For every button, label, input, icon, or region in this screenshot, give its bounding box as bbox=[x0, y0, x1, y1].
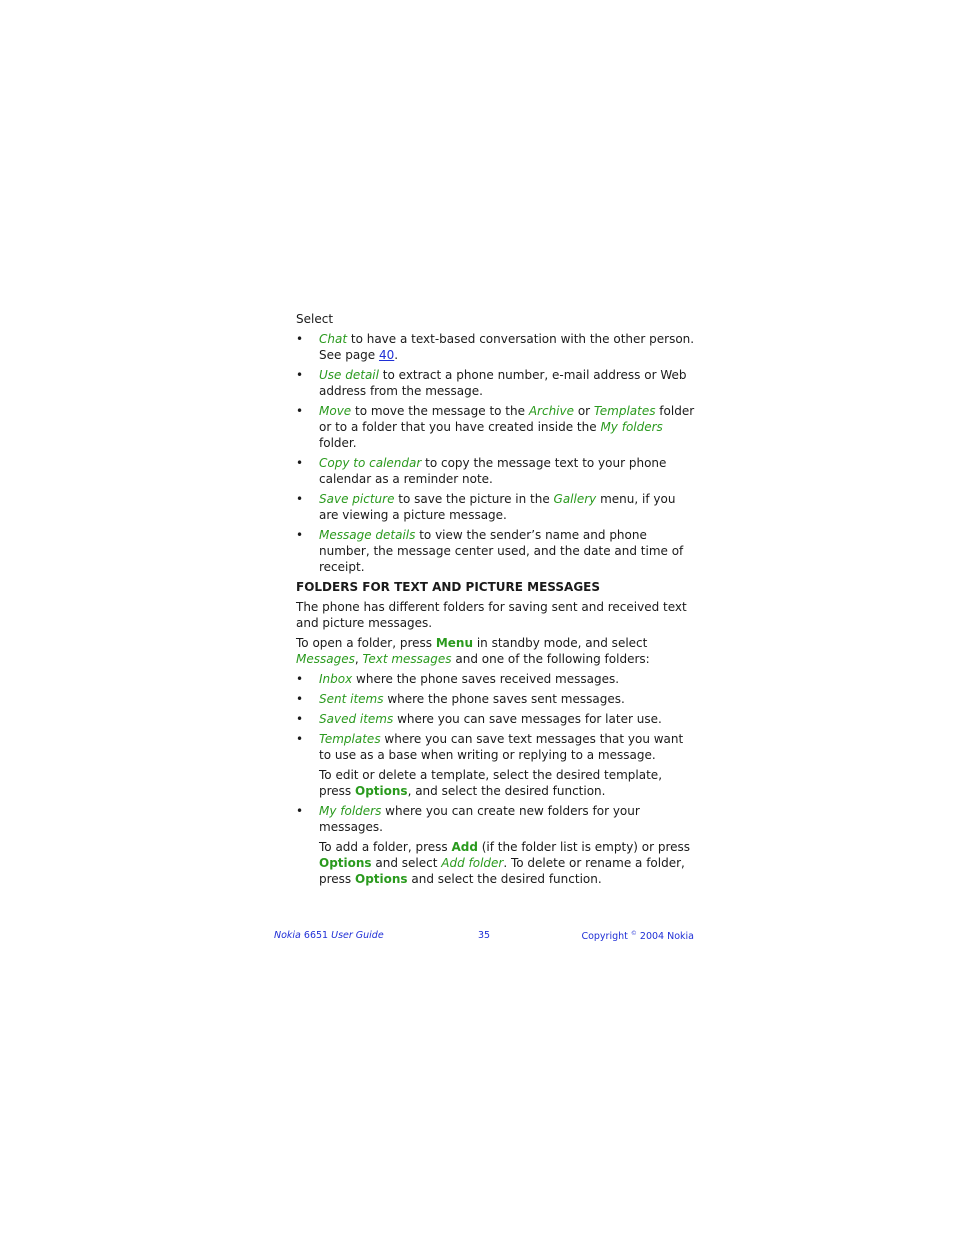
option-copy-text: to copy the message text to your phone calendar as a reminder note. bbox=[319, 456, 667, 486]
folder-inbox bbox=[296, 671, 696, 687]
option-save-picture-text-2: menu, if you are viewing a picture message. bbox=[319, 492, 676, 522]
open-folder-text-1: To open a folder, press bbox=[296, 636, 436, 650]
option-move-text-4: folder. bbox=[319, 436, 357, 450]
page-link-40[interactable]: 40 bbox=[378, 348, 395, 362]
term-add-folder: Add folder bbox=[441, 856, 504, 870]
footer-brand: Nokia bbox=[274, 930, 301, 941]
option-chat-text: to have a text-based conversation with the other person. See page bbox=[319, 332, 695, 362]
folders-description: The phone has different folders for saving sent and received text and picture messages. bbox=[296, 600, 687, 630]
option-save-picture bbox=[296, 491, 696, 523]
term-save-picture: Save picture bbox=[319, 492, 395, 506]
key-menu: Menu bbox=[435, 636, 473, 650]
footer-year-owner: 2004 Nokia bbox=[636, 931, 694, 943]
templates-note-text-1: To edit or delete a template, select the desired template, press bbox=[319, 768, 663, 798]
my-folders-note bbox=[296, 839, 696, 887]
folder-sent-items-text: where the phone saves sent messages. bbox=[383, 692, 625, 706]
footer-copyright bbox=[581, 930, 694, 942]
page-footer bbox=[274, 930, 694, 944]
folder-templates-text: where you can save text messages that you want to use as a base when writing or replying to a message. bbox=[319, 732, 684, 762]
folder-saved-items-text: where you can save messages for later use. bbox=[393, 712, 662, 726]
term-text-messages: Text messages bbox=[362, 652, 452, 666]
intro-text: Select bbox=[296, 312, 334, 326]
option-chat bbox=[296, 331, 696, 363]
folder-templates bbox=[296, 731, 696, 763]
key-add: Add bbox=[451, 840, 478, 854]
footer-guide-title bbox=[274, 930, 384, 941]
footer-copyright-label: Copyright bbox=[581, 931, 631, 943]
option-use-detail-text: to extract a phone number, e-mail address or Web address from the message. bbox=[319, 368, 687, 398]
option-move-text-3: folder or to a folder that you have created inside the bbox=[319, 404, 695, 434]
term-my-folders-folder: My folders bbox=[319, 804, 382, 818]
term-archive: Archive bbox=[528, 404, 574, 418]
term-chat: Chat bbox=[319, 332, 348, 346]
term-message-details: Message details bbox=[319, 528, 416, 542]
my-folders-note-text-1: To add a folder, press bbox=[319, 840, 452, 854]
term-inbox: Inbox bbox=[319, 672, 353, 686]
folder-sent-items bbox=[296, 691, 696, 707]
key-options-2: Options bbox=[355, 872, 408, 886]
option-copy-to-calendar bbox=[296, 455, 696, 487]
open-folder-text-3: and one of the following folders: bbox=[451, 652, 650, 666]
folder-my-folders bbox=[296, 803, 696, 835]
open-folder-text-2: in standby mode, and select bbox=[473, 636, 648, 650]
term-copy-to-calendar: Copy to calendar bbox=[319, 456, 422, 470]
option-save-picture-text-1: to save the picture in the bbox=[394, 492, 554, 506]
term-templates-folder: Templates bbox=[319, 732, 381, 746]
option-chat-tail: . bbox=[394, 348, 399, 362]
term-move: Move bbox=[319, 404, 352, 418]
term-my-folders: My folders bbox=[600, 420, 663, 434]
open-folder-comma: , bbox=[354, 652, 363, 666]
page-content bbox=[296, 311, 696, 891]
folders-list-continued bbox=[296, 803, 696, 835]
folder-saved-items bbox=[296, 711, 696, 727]
folder-inbox-text: where the phone saves received messages. bbox=[352, 672, 620, 686]
folders-list bbox=[296, 671, 696, 763]
footer-model: 6651 bbox=[300, 930, 332, 941]
option-move-text-2: or bbox=[574, 404, 594, 418]
term-messages: Messages bbox=[296, 652, 355, 666]
term-gallery: Gallery bbox=[553, 492, 597, 506]
option-message-details-text: to view the sender’s name and phone number, the message center used, and the date and time of receipt. bbox=[319, 528, 684, 574]
option-message-details bbox=[296, 527, 696, 575]
term-sent-items: Sent items bbox=[319, 692, 384, 706]
term-saved-items: Saved items bbox=[319, 712, 394, 726]
key-options: Options bbox=[355, 784, 408, 798]
key-options-1: Options bbox=[319, 856, 372, 870]
templates-note-text-2: , and select the desired function. bbox=[407, 784, 606, 798]
templates-note bbox=[296, 767, 696, 799]
my-folders-note-text-4: . To delete or rename a folder, press bbox=[319, 856, 685, 886]
page-number: 35 bbox=[478, 930, 491, 941]
folder-my-folders-text: where you can create new folders for your messages. bbox=[319, 804, 640, 834]
term-use-detail: Use detail bbox=[319, 368, 379, 382]
footer-guide: User Guide bbox=[331, 930, 384, 941]
my-folders-note-text-5: and select the desired function. bbox=[407, 872, 602, 886]
option-move bbox=[296, 403, 696, 451]
section-heading: FOLDERS FOR TEXT AND PICTURE MESSAGES bbox=[296, 580, 601, 594]
term-templates: Templates bbox=[593, 404, 656, 418]
option-use-detail bbox=[296, 367, 696, 399]
open-folder-instructions bbox=[296, 635, 696, 667]
my-folders-note-text-3: and select bbox=[371, 856, 442, 870]
copyright-symbol: © bbox=[630, 930, 637, 937]
option-move-text-1: to move the message to the bbox=[351, 404, 529, 418]
select-options-list bbox=[296, 331, 696, 575]
my-folders-note-text-2: (if the folder list is empty) or press bbox=[477, 840, 691, 854]
